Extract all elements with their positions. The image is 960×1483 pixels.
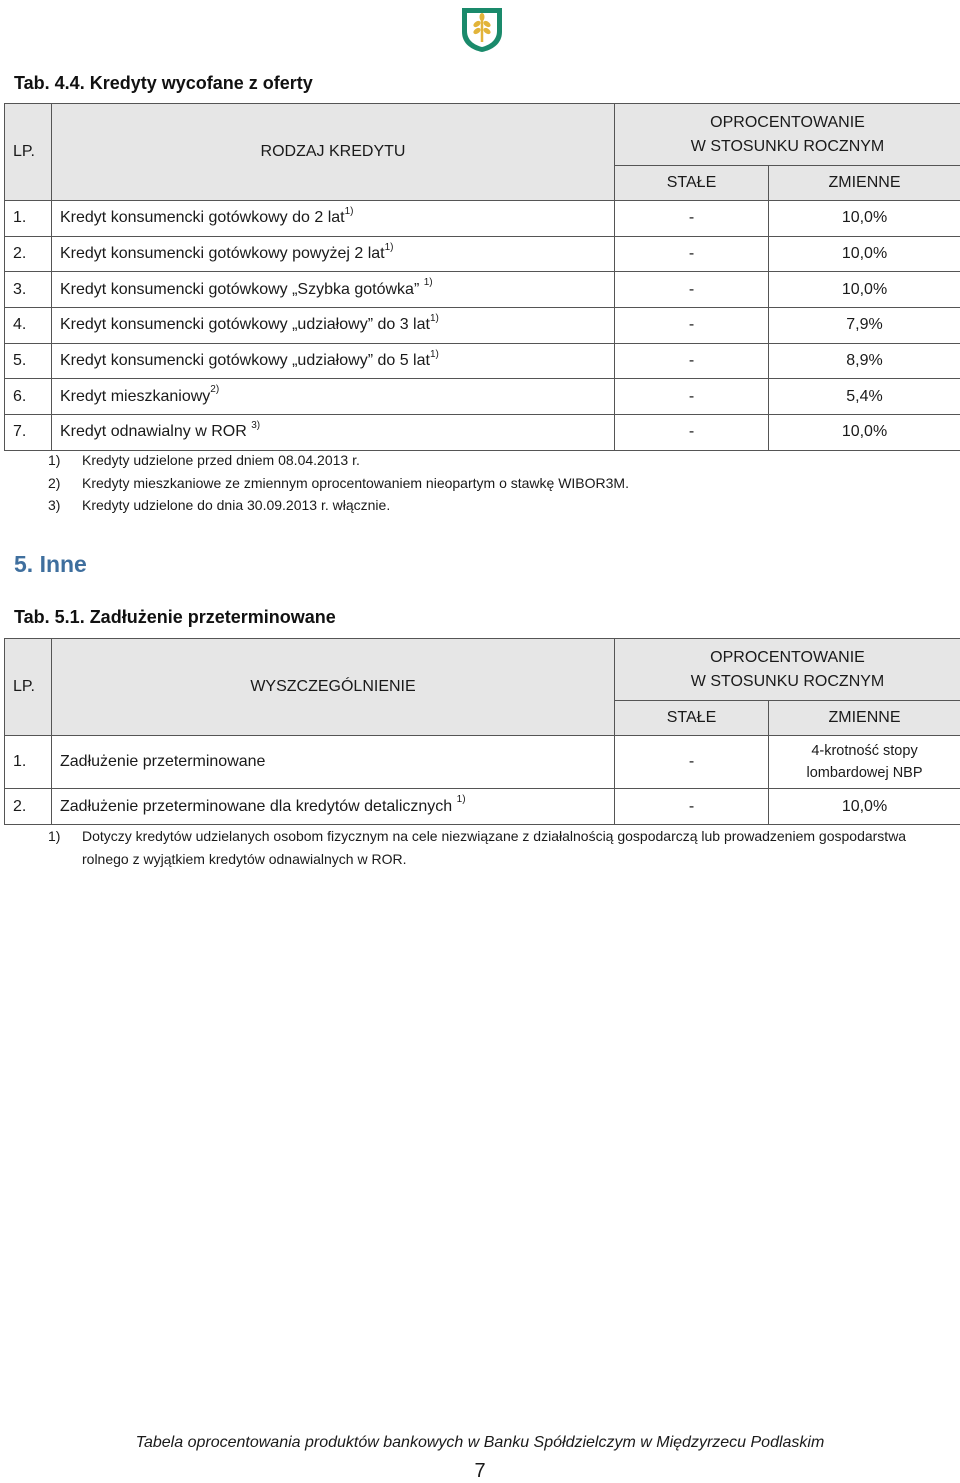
row-zmienne: 10,0%	[769, 236, 960, 272]
row-lp: 1.	[5, 201, 52, 237]
row-lp: 3.	[5, 272, 52, 308]
row-name: Kredyt konsumencki gotówkowy „udziałowy” do 5 lat$^{1)}$	[52, 343, 615, 379]
row-zmienne: 7,9%	[769, 308, 960, 344]
header-oprocentowanie-line1: OPROCENTOWANIE	[710, 113, 865, 131]
row-stale: -	[615, 236, 769, 272]
row-lp: 7.	[5, 415, 52, 451]
bank-leaf-logo-icon	[454, 4, 510, 54]
table-row	[5, 272, 960, 308]
table-row	[5, 308, 960, 344]
row-stale: -	[615, 272, 769, 308]
table-zadluzenie-przeterminowane	[4, 638, 960, 825]
row-stale: -	[615, 789, 769, 825]
section-heading: 5. Inne	[14, 551, 87, 577]
row-name: Zadłużenie przeterminowane	[52, 736, 615, 789]
table2-footnotes	[48, 825, 928, 870]
page-number: 7	[474, 1460, 486, 1482]
row-name: Zadłużenie przeterminowane dla kredytów detalicznych $^{1)}$	[52, 789, 615, 825]
row-lp: 6.	[5, 379, 52, 415]
table-row	[5, 201, 960, 237]
header-oprocentowanie-line2: W STOSUNKU ROCZNYM	[690, 672, 885, 690]
row-zmienne: 10,0%	[769, 201, 960, 237]
table2-title: Tab. 5.1. Zadłużenie przeterminowane	[14, 607, 336, 627]
header-stale: STAŁE	[615, 166, 769, 201]
row-stale: -	[615, 201, 769, 237]
row-name: Kredyt mieszkaniowy$^{2)}$	[52, 379, 615, 415]
row-name: Kredyt konsumencki gotówkowy powyżej 2 lat$^{1)}$	[52, 236, 615, 272]
row-zmienne: 10,0%	[769, 272, 960, 308]
footer-text: Tabela oprocentowania produktów bankowych w Banku Spółdzielczym w Międzyrzecu Podlaskim	[135, 1434, 825, 1451]
row-lp: 5.	[5, 343, 52, 379]
row-stale: -	[615, 736, 769, 789]
header-oprocentowanie	[615, 639, 960, 701]
table2-header-row	[5, 639, 960, 701]
table-kredyty-wycofane	[4, 103, 960, 451]
row-zmienne: 4-krotność stopy lombardowej NBP	[769, 736, 960, 789]
header-lp: LP.	[5, 104, 52, 201]
header-stale: STAŁE	[615, 701, 769, 736]
row-stale: -	[615, 343, 769, 379]
row-name: Kredyt odnawialny w ROR $^{3)}$	[52, 415, 615, 451]
table-row	[5, 415, 960, 451]
table-row	[5, 789, 960, 825]
header-wyszczegolnienie: WYSZCZEGÓLNIENIE	[52, 639, 615, 736]
row-zmienne: 10,0%	[769, 789, 960, 825]
row-lp: 2.	[5, 789, 52, 825]
table-row	[5, 379, 960, 415]
row-name: Kredyt konsumencki gotówkowy „udziałowy” do 3 lat$^{1)}$	[52, 308, 615, 344]
header-zmienne: ZMIENNE	[769, 701, 960, 736]
header-oprocentowanie-line1: OPROCENTOWANIE	[710, 648, 865, 666]
row-zmienne: 8,9%	[769, 343, 960, 379]
header-lp: LP.	[5, 639, 52, 736]
table1-title: Tab. 4.4. Kredyty wycofane z oferty	[14, 73, 313, 93]
header-oprocentowanie-line2: W STOSUNKU ROCZNYM	[690, 137, 885, 155]
row-zmienne: 10,0%	[769, 415, 960, 451]
row-stale: -	[615, 379, 769, 415]
row-stale: -	[615, 415, 769, 451]
row-name: Kredyt konsumencki gotówkowy „Szybka gotówka” $^{1)}$	[52, 272, 615, 308]
row-lp: 4.	[5, 308, 52, 344]
row-stale: -	[615, 308, 769, 344]
row-lp: 2.	[5, 236, 52, 272]
footnote: 2) Kredyty mieszkaniowe ze zmiennym oprocentowaniem nieopartym o stawkę WIBOR3M.	[48, 474, 629, 491]
footnote: 1) Kredyty udzielone przed dniem 08.04.2013 r.	[48, 452, 360, 468]
row-lp: 1.	[5, 736, 52, 789]
table-row	[5, 736, 960, 789]
table1-header-row	[5, 104, 960, 166]
header-oprocentowanie	[615, 104, 960, 166]
table-row	[5, 236, 960, 272]
header-zmienne: ZMIENNE	[769, 166, 960, 201]
table1-footnotes	[48, 449, 629, 517]
table-row	[5, 343, 960, 379]
row-name: Kredyt konsumencki gotówkowy do 2 lat$^{1)}$	[52, 201, 615, 237]
footnote: 1) Dotyczy kredytów udzielanych osobom fizycznym na cele niezwiązane z działalnością gospodarczą lub prowadzeniem gospodarstwa rolnego z wyjątkiem kredytów odnawialnych w ROR.	[48, 828, 907, 867]
row-zmienne: 5,4%	[769, 379, 960, 415]
header-rodzaj-kredytu: RODZAJ KREDYTU	[52, 104, 615, 201]
footnote: 3) Kredyty udzielone do dnia 30.09.2013 r. włącznie.	[48, 497, 391, 513]
